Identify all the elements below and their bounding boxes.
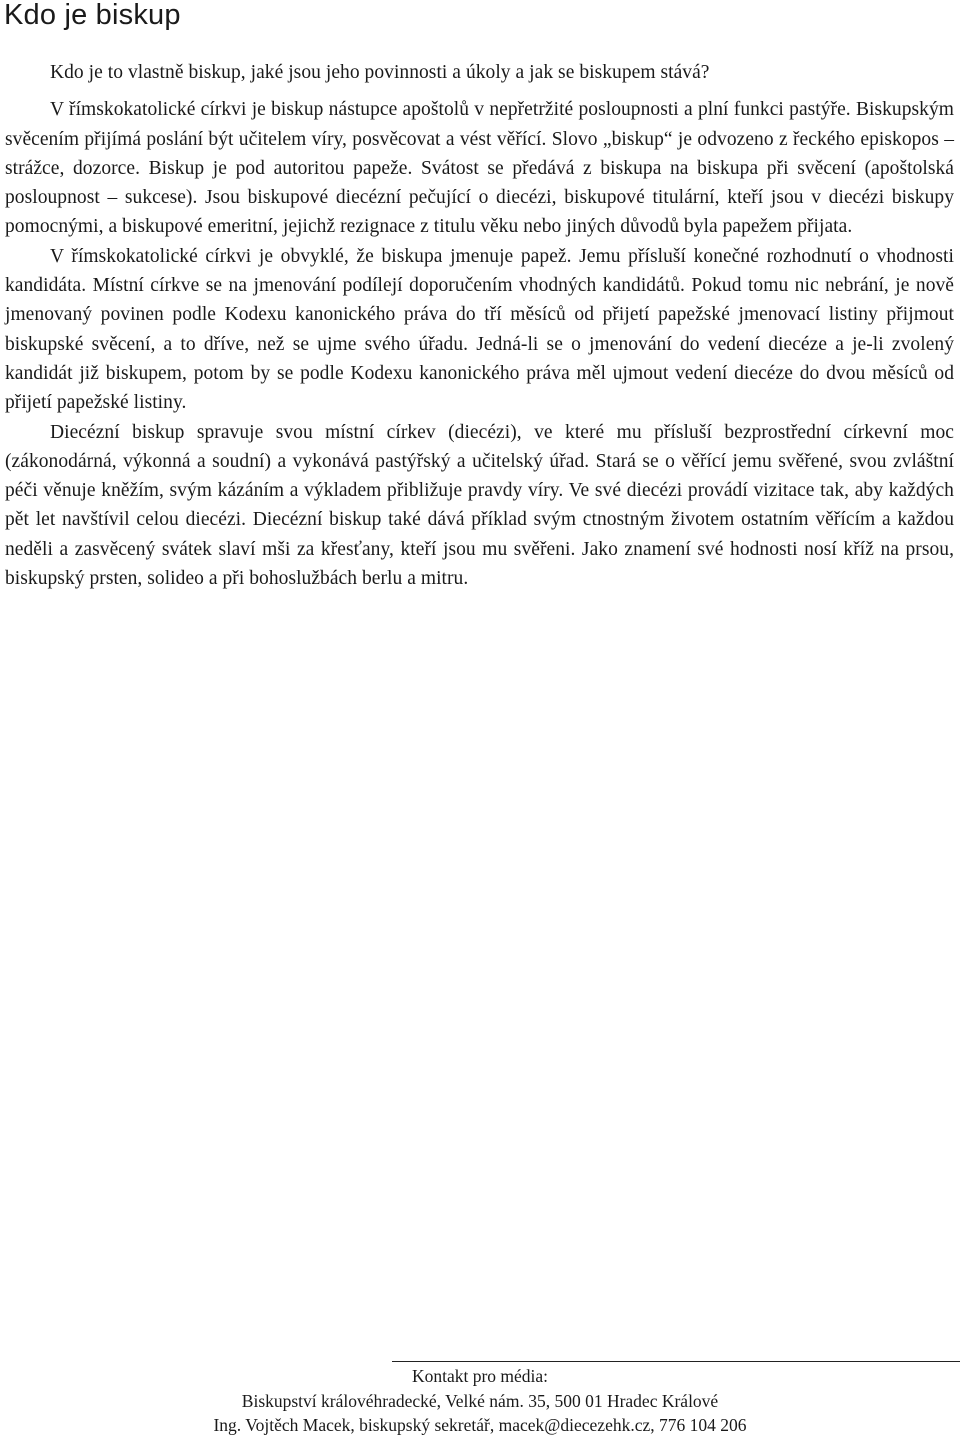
article-body — [5, 58, 954, 593]
page-title: Kdo je biskup — [4, 0, 181, 31]
footer-address: Biskupství královéhradecké, Velké nám. 35, 500 01 Hradec Králové — [241, 1390, 719, 1411]
footer-contact: Ing. Vojtěch Macek, biskupský sekretář, macek@diecezehk.cz, 776 104 206 — [213, 1415, 747, 1435]
media-contact-footer — [0, 1364, 960, 1438]
paragraph-appointment: V římskokatolické církvi je obvyklé, že biskupa jmenuje papež. Jemu přísluší konečné rozhodnutí o vhodnosti kandidáta. Místní církve se na jmenování podílejí doporučením vhodných kandidátů. Pokud tomu nic nebrání, je nově jmenovaný povinen podle Kodexu kanonického práva do tří měsíců od přijetí papežské jmenovací listiny přijmout biskupské svěcení, a to dříve, než se ujme svého úřadu. Jedná-li se o jmenování do vedení diecéze a je-li zvolený kandidát již biskupem, potom by se podle Kodexu kanonického práva měl ujmout vedení diecéze do dvou měsíců od přijetí papežské listiny. — [5, 245, 954, 414]
footer-divider — [392, 1361, 960, 1362]
intro-paragraph: Kdo je to vlastně biskup, jaké jsou jeho povinnosti a úkoly a jak se biskupem stává? — [50, 62, 710, 83]
paragraph-role-of-bishop: V římskokatolické církvi je biskup nástupce apoštolů v nepřetržité posloupnosti a plní funkci pastýře. Biskupským svěcením přijímá poslání být učitelem víry, posvěcovat a vést věřící. Slovo „biskup“ je odvozeno z řeckého episkopos – strážce, dozorce. Biskup je pod autoritou papeže. Svátost se předává z biskupa na biskupa při svěcení (apoštolská posloupnost – sukcese). Jsou biskupové diecézní pečující o diecézi, biskupové titulární, kteří jsou v diecézi biskupy pomocnými, a biskupové emeritní, jejichž rezignace z titulu věku nebo jiných důvodů byla papežem přijata. — [5, 99, 954, 238]
paragraph-diocesan-bishop: Diecézní biskup spravuje svou místní církev (diecézi), ve které mu přísluší bezprostřední církevní moc (zákonodárná, výkonná a soudní) a vykonává pastýřský a učitelský úřad. Stará se o věřící jemu svěřené, svou zvláštní péči věnuje kněžím, svým kázáním a výkladem přibližuje pravdy víry. Ve své diecézi provádí vizitace tak, aby každých pět let navštívil celou diecézi. Diecézní biskup také dává příklad svým ctnostným životem ostatním věřícím a každou neděli a zasvěcený svátek slaví mši za křesťany, kteří jsou mu svěřeni. Jako znamení své hodnosti nosí kříž na prsou, biskupský prsten, solideo a při bohoslužbách berlu a mitru. — [5, 421, 954, 590]
footer-heading: Kontakt pro média: — [411, 1366, 549, 1386]
